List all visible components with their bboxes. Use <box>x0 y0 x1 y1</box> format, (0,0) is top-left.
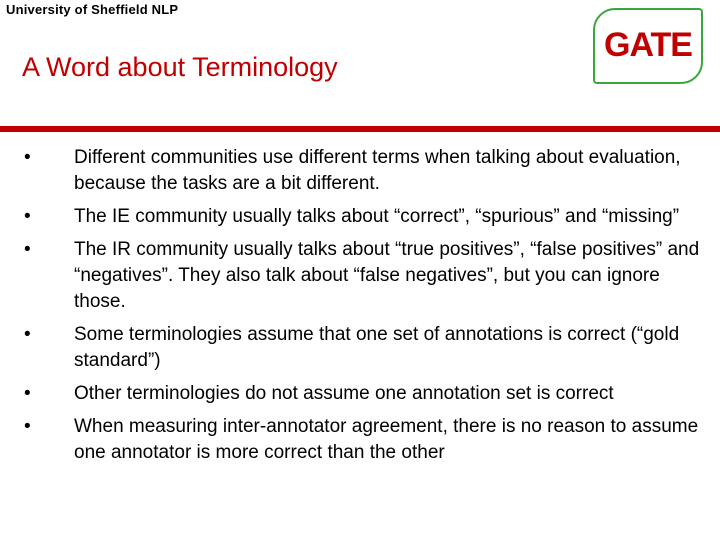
title-divider <box>0 126 720 132</box>
bullet-item <box>0 237 720 315</box>
bullet-text: Other terminologies do not assume one annotation set is correct <box>74 383 614 404</box>
gate-logo <box>593 8 703 84</box>
slide-title: A Word about Terminology <box>22 52 338 82</box>
bullet-icon: • <box>24 239 31 260</box>
gate-logo-text: GATE <box>604 26 692 64</box>
bullet-icon: • <box>24 206 31 227</box>
bullet-list <box>0 145 720 473</box>
bullet-text: Some terminologies assume that one set of annotations is correct (“gold standard”) <box>74 324 680 371</box>
bullet-text: When measuring inter-annotator agreement, there is no reason to assume one annotator is more correct than the other <box>74 416 699 463</box>
bullet-icon: • <box>24 383 31 404</box>
bullet-item <box>0 381 720 407</box>
bullet-item <box>0 204 720 230</box>
bullet-item <box>0 322 720 374</box>
bullet-icon: • <box>24 416 31 437</box>
bullet-text: Different communities use different terms when talking about evaluation, because the tasks are a bit different. <box>74 147 681 194</box>
bullet-item <box>0 145 720 197</box>
header-organization: University of Sheffield NLP <box>6 2 179 17</box>
bullet-icon: • <box>24 324 31 345</box>
bullet-text: The IR community usually talks about “true positives”, “false positives” and “negatives”. They also talk about “false negatives”, but you can ignore those. <box>74 239 700 312</box>
bullet-icon: • <box>24 147 31 168</box>
bullet-text: The IE community usually talks about “correct”, “spurious” and “missing” <box>74 206 680 227</box>
bullet-item <box>0 414 720 466</box>
